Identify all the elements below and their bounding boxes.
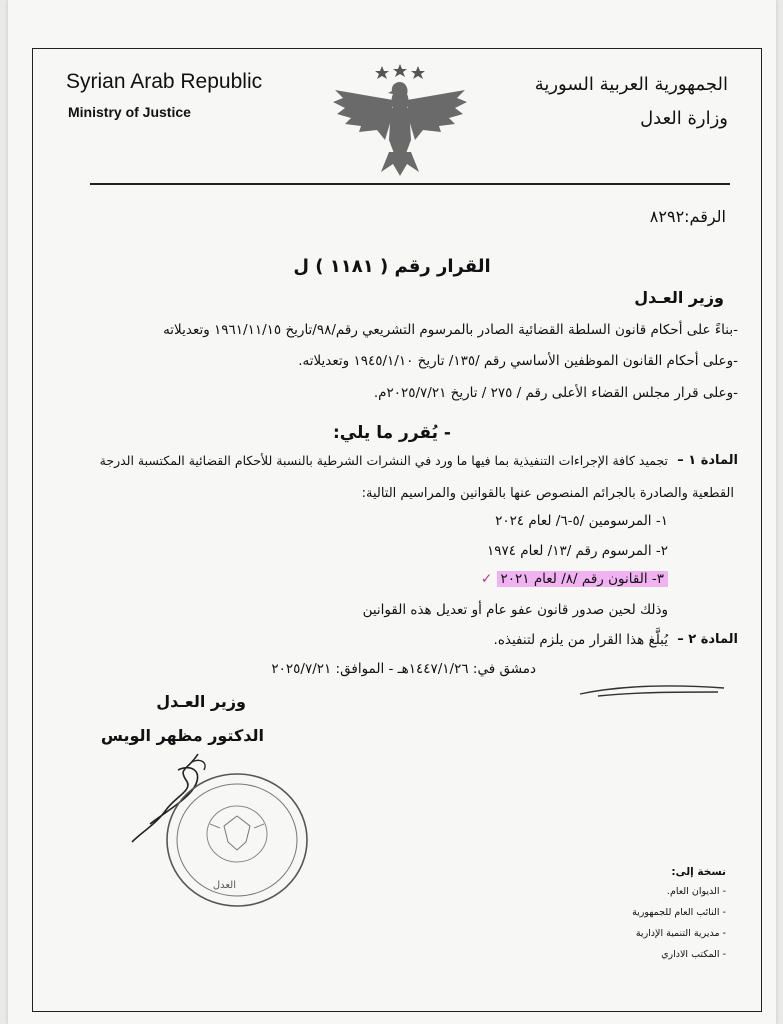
copy-to-item: - المكتب الاداري (661, 949, 726, 960)
highlighted-item: ٣- القانون رقم /٨/ لعام ٢٠٢١ (497, 571, 668, 587)
copy-to-item: - مديرية التنمية الإدارية (635, 928, 726, 939)
check-mark-icon: ✓ (480, 571, 493, 587)
article1-closing: وذلك لحين صدور قانون عفو عام أو تعديل هذه القوانين (362, 602, 668, 618)
preamble-line: -بناءً على أحكام قانون السلطة القضائية الصادر بالمرسوم التشريعي رقم/٩٨/تاريخ ١٩٦١/١١/١٥ وتعديلاته (163, 322, 738, 338)
header-divider (90, 183, 730, 185)
list-item: ٢- المرسوم رقم /١٣/ لعام ١٩٧٤ (486, 543, 668, 559)
page-border (32, 48, 762, 1012)
minister-heading: وزير العـدل (634, 288, 724, 307)
document-page (8, 0, 776, 1024)
decides-heading: - يُقرر ما يلي: (332, 423, 451, 443)
preamble-line: -وعلى قرار مجلس القضاء الأعلى رقم / ٢٧٥ / تاريخ ٢٠٢٥/٧/٢١م. (373, 385, 738, 401)
date-line: دمشق في: ١٤٤٧/١/٢٦هـ - الموافق: ٢٠٢٥/٧/٢١ (271, 661, 536, 677)
article2-label: المادة ٢ – (677, 632, 738, 647)
handwritten-stroke (578, 680, 728, 700)
header-ar-subtitle: وزارة العدل (640, 108, 728, 129)
signature-title: وزير العـدل (156, 692, 246, 711)
signature-name: الدكتور مظهر الويس (100, 726, 264, 745)
preamble-line: -وعلى أحكام القانون الموظفين الأساسي رقم /١٣٥/ تاريخ ١٩٤٥/١/١٠ وتعديلاته. (298, 353, 738, 369)
article1-label: المادة ١ – (677, 453, 738, 468)
article1-line2: القطعية والصادرة بالجرائم المنصوص عنها بالقوانين والمراسيم التالية: (361, 486, 734, 501)
stamp-text: العدل (212, 880, 236, 891)
decision-title: القرار رقم ( ١١٨١ ) ل (293, 256, 491, 277)
eagle-emblem-icon (325, 60, 475, 180)
article1-line1: تجميد كافة الإجراءات التنفيذية بما فيها ما ورد في النشرات الشرطية بالنسبة للأحكام القضائية المكتسبة الدرجة (99, 453, 668, 468)
copy-to-item: - النائب العام للجمهورية (632, 907, 726, 918)
official-stamp (164, 770, 310, 910)
list-item: ١- المرسومين /٥-٦/ لعام ٢٠٢٤ (495, 513, 668, 529)
header-ar-title: الجمهورية العربية السورية (534, 74, 728, 95)
reference-number: الرقم:٨٢٩٢ (649, 207, 726, 226)
copy-to-heading: نسخة إلى: (671, 866, 726, 878)
article2-text: يُبلَّغ هذا القرار من يلزم لتنفيذه. (493, 632, 668, 648)
header-en-subtitle: Ministry of Justice (68, 104, 191, 120)
header-en-title: Syrian Arab Republic (66, 70, 263, 93)
copy-to-item: - الديوان العام. (666, 886, 726, 897)
list-item (481, 571, 668, 587)
